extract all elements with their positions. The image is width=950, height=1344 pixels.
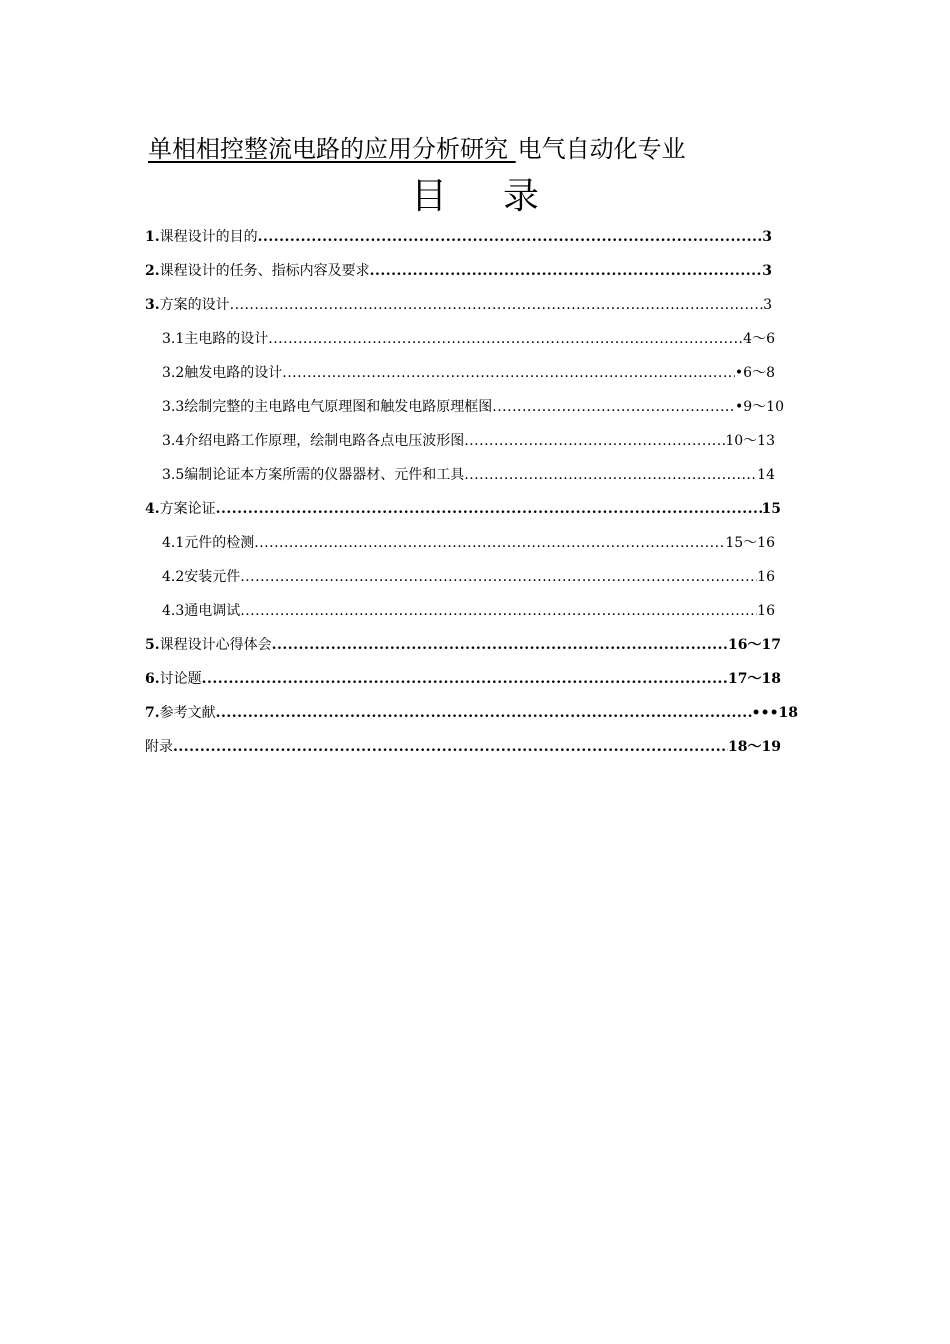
toc-entry-label: 课程设计心得体会 (159, 637, 272, 653)
toc-entry-page: 4～6 (743, 331, 775, 347)
toc-entry-appendix[interactable] (145, 736, 781, 758)
toc-heading (0, 172, 950, 222)
toc-entry-page: 10～13 (725, 433, 775, 449)
toc-leader (173, 736, 728, 758)
toc-entry-page: 3 (763, 297, 772, 313)
toc-entry-1[interactable] (145, 226, 772, 248)
toc-entry-label: 课程设计的任务、指标内容及要求 (159, 263, 370, 279)
toc-entry-page: 15 (761, 501, 781, 517)
toc-entry-number: 3. (145, 297, 160, 313)
toc-leader (254, 532, 725, 554)
toc-entry-4-1[interactable] (162, 532, 775, 554)
toc-entry-3-2[interactable] (162, 362, 775, 384)
toc-leader (282, 362, 735, 384)
toc-entry-label: 4.2安装元件 (162, 569, 241, 585)
toc-entry-label: 方案论证 (159, 501, 216, 517)
toc-entry-page: 3 (762, 263, 772, 279)
toc-entry-4-2[interactable] (162, 566, 775, 588)
toc-leader (240, 600, 757, 622)
toc-entry-label: 参考文献 (159, 705, 216, 721)
toc-entry-3[interactable] (145, 294, 772, 316)
toc-leader (272, 634, 728, 656)
toc-leader (464, 464, 757, 486)
toc-entry-3-4[interactable] (162, 430, 775, 452)
toc-leader (268, 328, 743, 350)
toc-entry-page: 3 (762, 229, 772, 245)
toc-entry-page: 15～16 (725, 535, 775, 551)
toc-entry-page: •6～8 (734, 365, 775, 381)
toc-heading-char-2: 录 (503, 176, 540, 217)
toc-entry-label: 课程设计的目的 (159, 229, 258, 245)
toc-leader (258, 226, 763, 248)
toc-leader (230, 294, 763, 316)
toc-leader (216, 498, 762, 520)
toc-entry-number: 4. (145, 501, 160, 517)
toc-leader (240, 566, 757, 588)
toc-leader (202, 668, 728, 690)
toc-entry-label: 讨论题 (159, 671, 202, 687)
toc-leader (216, 702, 752, 724)
toc-leader (464, 430, 725, 452)
toc-entry-page: 16 (757, 603, 775, 619)
toc-entry-page: 17～18 (728, 671, 781, 687)
toc-leader (492, 396, 735, 418)
toc-entry-3-1[interactable] (162, 328, 775, 350)
toc-entry-3-5[interactable] (162, 464, 775, 486)
toc-entry-number: 7. (145, 705, 160, 721)
toc-entry-number: 2. (145, 263, 160, 279)
toc-entry-label: 3.2触发电路的设计 (162, 365, 283, 381)
toc-entry-label: 附录 (145, 739, 173, 755)
toc-entry-label: 3.1主电路的设计 (162, 331, 269, 347)
toc-entry-page: 16～17 (728, 637, 781, 653)
toc-leader (370, 260, 763, 282)
toc-entry-label: 3.4介绍电路工作原理，绘制电路各点电压波形图 (162, 433, 465, 449)
toc-entry-5[interactable] (145, 634, 781, 656)
toc-entry-number: 1. (145, 229, 160, 245)
toc-entry-page: 14 (757, 467, 775, 483)
document-header (148, 132, 686, 166)
toc-entry-page: •••18 (751, 705, 798, 721)
toc-entry-label: 方案的设计 (159, 297, 230, 313)
toc-entry-6[interactable] (145, 668, 781, 690)
toc-entry-2[interactable] (145, 260, 772, 282)
toc-entry-page: •9～10 (735, 399, 784, 415)
toc-entry-4-3[interactable] (162, 600, 775, 622)
toc-heading-char-1: 目 (410, 176, 447, 217)
department-label: 电气自动化专业 (517, 135, 686, 163)
toc-entry-label: 3.5编制论证本方案所需的仪器器材、元件和工具 (162, 467, 465, 483)
toc-entry-3-3[interactable] (162, 396, 784, 418)
toc-entry-number: 5. (145, 637, 160, 653)
toc-entry-number: 6. (145, 671, 160, 687)
document-title: 单相相控整流电路的应用分析研究 (148, 135, 516, 163)
toc-entry-label: 4.3通电调试 (162, 603, 241, 619)
toc-entry-4[interactable] (145, 498, 781, 520)
toc-entry-page: 18～19 (728, 739, 781, 755)
toc-entry-page: 16 (757, 569, 775, 585)
toc-entry-7[interactable] (145, 702, 798, 724)
toc-entry-label: 3.3绘制完整的主电路电气原理图和触发电路原理框图 (162, 399, 493, 415)
toc-entry-label: 4.1元件的检测 (162, 535, 255, 551)
